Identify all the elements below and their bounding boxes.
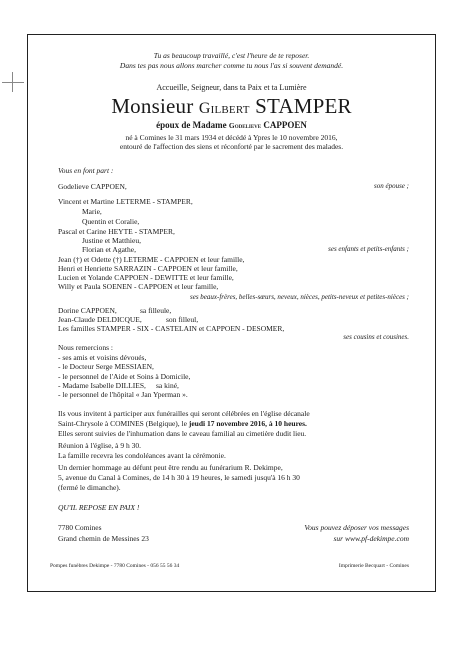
funeral-line: (fermé le dimanche). — [58, 483, 121, 492]
family-member: Jean (†) et Odette (†) LETERME - CAPPOEN et leur famille, — [58, 255, 245, 264]
family-role: ses beaux-frères, belles-sœurs, neveux, nièces, petits-neveux et petites-nièces ; — [190, 293, 409, 301]
online-line-1: Vous pouvez déposer vos messages — [304, 523, 409, 532]
thanks-item: - ses amis et voisins dévoués, — [58, 353, 147, 362]
epigraph-line-1: Tu as beaucoup travaillé, c'est l'heure de te reposer. — [153, 51, 310, 60]
family-member: Justine et Matthieu, — [82, 236, 141, 245]
funeral-line: 5, avenue du Canal à Comines, de 14 h 30 à 19 heures, le samedi jusqu'à 16 h 30 — [58, 473, 300, 482]
family-member: Dorine CAPPOEN, — [58, 306, 117, 315]
birth-death-line: né à Comines le 31 mars 1934 et décédé à Ypres le 10 novembre 2016, — [125, 133, 338, 142]
family-member: Pascal et Carine HEYTE - STAMPER, — [58, 227, 175, 236]
funeral-line: Réunion à l'église, à 9 h 30. — [58, 441, 142, 450]
family-role: son épouse ; — [374, 182, 409, 190]
epigraph-line-2: Dans tes pas nous allons marcher comme tu nous l'as si souvent demandé. — [119, 61, 344, 70]
funeral-date: jeudi 17 novembre 2016, à 10 heures. — [188, 419, 307, 428]
family-role: ses enfants et petits-enfants ; — [328, 245, 409, 253]
family-member: Vincent et Martine LETERME - STAMPER, — [58, 197, 193, 206]
thanks-item: - le Docteur Serge MESSIAEN, — [58, 362, 154, 371]
registration-mark-vertical — [12, 72, 13, 92]
family-member: sa filleule, — [140, 306, 172, 315]
funeral-line: Elles seront suivies de l'inhumation dans le caveau familial au cimetière dudit lieu. — [58, 429, 307, 438]
funeral-line: La famille recevra les condoléances avant la cérémonie. — [58, 451, 226, 460]
thanks-item: - le personnel de l'hôpital « Jan Yperman ». — [58, 390, 188, 399]
family-member: Henri et Henriette SARRAZIN - CAPPOEN et leur famille, — [58, 264, 238, 273]
footer-funeral-home: Pompes funèbres Dekimpe - 7780 Comines - 056 55 56 34 — [50, 563, 180, 569]
spouse-first-name: Godelieve — [228, 121, 262, 130]
registration-mark-horizontal — [2, 82, 24, 83]
family-member: Lucien et Yolande CAPPOEN - DEWITTE et leur famille, — [58, 273, 234, 282]
spouse-last-name: CAPPOEN — [263, 120, 307, 130]
deceased-name — [27, 96, 436, 117]
deceased-last-name: STAMPER — [255, 94, 352, 118]
address-city: 7780 Comines — [58, 523, 102, 532]
thanks-heading: Nous remercions : — [58, 343, 113, 352]
intro-prayer: Accueille, Seigneur, dans ta Paix et ta Lumière — [156, 83, 307, 92]
address-street: Grand chemin de Messines 23 — [58, 534, 149, 543]
family-member: Willy et Paula SOENEN - CAPPOEN et leur famille, — [58, 282, 219, 291]
rip-line: QU'IL REPOSE EN PAIX ! — [58, 503, 140, 512]
thanks-item: sa kiné, — [156, 381, 179, 390]
deceased-title: Monsieur — [111, 94, 194, 118]
family-member: son filleul, — [166, 315, 199, 324]
family-role: ses cousins et cousines. — [343, 333, 409, 341]
family-member: Marie, — [82, 207, 102, 216]
spouse-line — [27, 121, 436, 130]
funeral-line: Ils vous invitent à participer aux funérailles qui seront célébrées en l'église décanale — [58, 409, 310, 418]
online-line-2: sur www.pf-dekimpe.com — [333, 534, 409, 543]
announce-heading: Vous en font part : — [58, 166, 114, 175]
family-member: Les familles STAMPER - SIX - CASTELAIN et CAPPOEN - DESOMER, — [58, 324, 285, 333]
family-member: Quentin et Coralie, — [82, 217, 140, 226]
funeral-line: Un dernier hommage au défunt peut être rendu au funérarium R. Dekimpe, — [58, 463, 283, 472]
footer-printer: Imprimerie Becquart - Comines — [338, 563, 409, 569]
funeral-line: Saint-Chrysole à COMINES (Belgique), le jeudi 17 novembre 2016, à 10 heures. — [58, 419, 307, 428]
family-member: Godelieve CAPPOEN, — [58, 182, 127, 191]
surrounded-line: entouré de l'affection des siens et réconforté par le sacrement des malades. — [119, 142, 344, 151]
family-member: Florian et Agathe, — [82, 245, 136, 254]
family-member: Jean-Claude DELDICQUE, — [58, 315, 142, 324]
thanks-item: - le personnel de l'Aide et Soins à Domicile, — [58, 372, 191, 381]
spouse-prefix: époux de Madame — [156, 120, 227, 130]
thanks-item: - Madame Isabelle DILLIES, — [58, 381, 146, 390]
deceased-first-name: Gilbert — [198, 100, 250, 117]
